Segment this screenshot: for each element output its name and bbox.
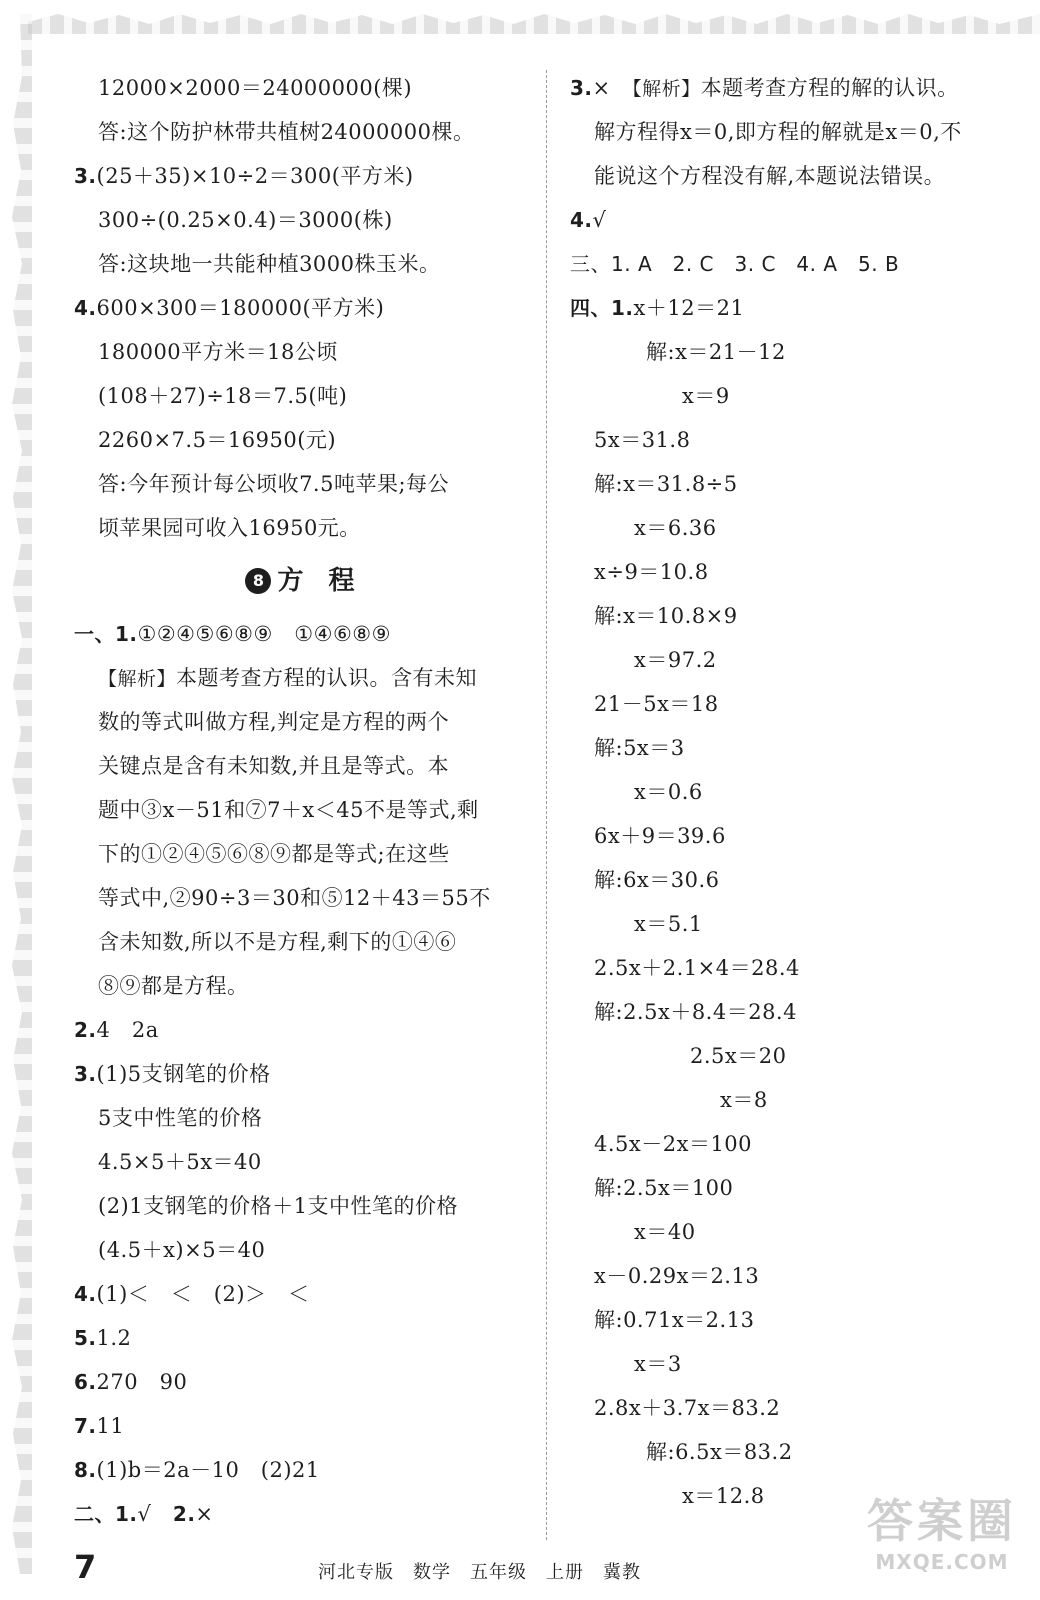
answer-text: 4 2a xyxy=(96,1018,159,1042)
answer-line xyxy=(74,154,534,198)
answer-line xyxy=(570,110,1040,154)
answer-line xyxy=(570,374,1040,418)
answer-text: x＝0.6 xyxy=(634,780,703,804)
answer-text: 270 90 xyxy=(96,1370,188,1394)
answer-text: (2)1支钢笔的价格＋1支中性笔的价格 xyxy=(98,1194,458,1218)
answer-line xyxy=(570,550,1040,594)
answer-text: x＋12＝21 xyxy=(633,296,745,320)
answer-text: 解:6.5x＝83.2 xyxy=(646,1440,793,1464)
answer-line xyxy=(570,990,1040,1034)
answer-text: 11 xyxy=(96,1414,125,1438)
answer-text: 下的①②④⑤⑥⑧⑨都是等式;在这些 xyxy=(98,842,450,866)
answer-text: 解:x＝10.8×9 xyxy=(594,604,738,628)
question-number: 6. xyxy=(74,1370,97,1394)
answer-line xyxy=(74,964,534,1008)
answer-text: 本题考查方程的认识。含有未知 xyxy=(176,666,478,690)
answer-text: 5支中性笔的价格 xyxy=(98,1106,263,1130)
answer-text: 2.5x＝20 xyxy=(690,1044,787,1068)
answer-line xyxy=(74,920,534,964)
answer-text: 6x＋9＝39.6 xyxy=(594,824,726,848)
answer-text: x＝8 xyxy=(720,1088,768,1112)
answer-line xyxy=(570,330,1040,374)
right-column xyxy=(570,66,1040,1518)
answer-line xyxy=(570,858,1040,902)
answer-line xyxy=(74,374,534,418)
answer-line xyxy=(74,1140,534,1184)
answer-text: 三、1. A 2. C 3. C 4. A 5. B xyxy=(570,252,900,276)
answer-line xyxy=(74,1492,534,1536)
answer-line xyxy=(570,1430,1040,1474)
question-number: 4. xyxy=(570,208,593,232)
answer-line xyxy=(74,1096,534,1140)
answer-line xyxy=(74,832,534,876)
answer-text: ⑧⑨都是方程。 xyxy=(98,974,249,998)
question-number: 7. xyxy=(74,1414,97,1438)
answer-text: (25＋35)×10÷2＝300(平方米) xyxy=(96,164,414,188)
answer-line xyxy=(74,788,534,832)
answer-line xyxy=(570,1034,1040,1078)
answer-text: 顷苹果园可收入16950元。 xyxy=(98,516,361,540)
answer-line xyxy=(570,286,1040,330)
answer-line xyxy=(570,242,1040,286)
answer-text: √ xyxy=(592,208,607,232)
answer-text: x＝9 xyxy=(682,384,730,408)
answer-line xyxy=(570,506,1040,550)
answer-line xyxy=(74,1228,534,1272)
answer-text: √ xyxy=(137,1502,173,1526)
answer-text: 解:x＝21－12 xyxy=(646,340,786,364)
answer-text: x＝5.1 xyxy=(634,912,703,936)
question-number: 5. xyxy=(74,1326,97,1350)
answer-text: (1)5支钢笔的价格 xyxy=(96,1062,271,1086)
answer-block-top xyxy=(74,66,534,550)
answer-text: 21－5x＝18 xyxy=(594,692,719,716)
answer-line xyxy=(74,612,534,656)
answer-text: x＝97.2 xyxy=(634,648,717,672)
answer-line xyxy=(570,1078,1040,1122)
answer-text: × xyxy=(195,1502,214,1526)
section-title xyxy=(74,550,534,612)
answer-text: x＝3 xyxy=(634,1352,682,1376)
answer-line xyxy=(570,1166,1040,1210)
answer-text: 解:5x＝3 xyxy=(594,736,685,760)
answer-text: 2.8x＋3.7x＝83.2 xyxy=(594,1396,781,1420)
answer-line xyxy=(570,66,1040,110)
answer-block-solutions xyxy=(570,66,1040,1518)
answer-text: 题中③x－51和⑦7＋x＜45不是等式,剩 xyxy=(98,798,479,822)
answer-line xyxy=(74,1404,534,1448)
answer-line xyxy=(74,1008,534,1052)
question-number: 4. xyxy=(74,1282,97,1306)
analysis-tag: 【解析】 xyxy=(98,668,177,690)
answer-line xyxy=(570,946,1040,990)
column-divider xyxy=(546,70,547,1540)
answer-text: 解:0.71x＝2.13 xyxy=(594,1308,755,1332)
analysis-tag: 【解析】 xyxy=(632,78,701,100)
answer-text: x＝40 xyxy=(634,1220,696,1244)
answer-text: (1)＜ ＜ (2)＞ ＜ xyxy=(96,1282,310,1306)
answer-text: x＝12.8 xyxy=(682,1484,765,1508)
answer-text: 2260×7.5＝16950(元) xyxy=(98,428,337,452)
answer-line xyxy=(74,744,534,788)
answer-text: 解方程得x＝0,即方程的解就是x＝0,不 xyxy=(594,120,962,144)
answer-text: x＝6.36 xyxy=(634,516,717,540)
question-number: 四、1. xyxy=(570,296,634,320)
question-number: 二、1. xyxy=(74,1502,138,1526)
section-number-badge: 8 xyxy=(245,568,271,594)
answer-text: 4.5x－2x＝100 xyxy=(594,1132,753,1156)
answer-line xyxy=(570,198,1040,242)
decorative-border-top xyxy=(28,14,1040,34)
answer-line xyxy=(74,1272,534,1316)
answer-text: 600×300＝180000(平方米) xyxy=(96,296,385,320)
section-title-text: 方 程 xyxy=(277,566,363,596)
answer-text: 关键点是含有未知数,并且是等式。本 xyxy=(98,754,450,778)
question-number: 一、1. xyxy=(74,622,138,646)
question-number: 3. xyxy=(74,1062,97,1086)
question-number: 2. xyxy=(74,1018,97,1042)
answer-line xyxy=(74,330,534,374)
footer-edition-info: 河北专版 数学 五年级 上册 冀教 xyxy=(318,1562,641,1583)
answer-line xyxy=(570,1298,1040,1342)
answer-text: 1.2 xyxy=(96,1326,132,1350)
answer-text: 5x＝31.8 xyxy=(594,428,691,452)
answer-text: 180000平方米＝18公顷 xyxy=(98,340,338,364)
answer-text: 解:2.5x＝100 xyxy=(594,1176,734,1200)
answer-line xyxy=(570,1210,1040,1254)
answer-line xyxy=(74,286,534,330)
left-column xyxy=(74,66,534,1536)
answer-line xyxy=(74,1052,534,1096)
answer-line xyxy=(74,242,534,286)
question-number: 4. xyxy=(74,296,97,320)
question-number: 8. xyxy=(74,1458,97,1482)
answer-text: 2.5x＋2.1×4＝28.4 xyxy=(594,956,800,980)
answer-line xyxy=(570,770,1040,814)
answer-line xyxy=(570,1254,1040,1298)
answer-line xyxy=(74,110,534,154)
answer-line xyxy=(74,1448,534,1492)
answer-text: 含未知数,所以不是方程,剩下的①④⑥ xyxy=(98,930,457,954)
answer-line xyxy=(570,154,1040,198)
answer-text: 数的等式叫做方程,判定是方程的两个 xyxy=(98,710,450,734)
answer-line xyxy=(570,638,1040,682)
answer-block-equations xyxy=(74,612,534,1536)
answer-line xyxy=(74,66,534,110)
answer-line xyxy=(570,1122,1040,1166)
page-number: 7 xyxy=(74,1548,97,1586)
question-number: 2. xyxy=(172,1502,196,1526)
answer-text: (4.5＋x)×5＝40 xyxy=(98,1238,266,1262)
answer-line xyxy=(570,594,1040,638)
answer-text: x－0.29x＝2.13 xyxy=(594,1264,760,1288)
answer-line xyxy=(570,418,1040,462)
answer-text: 等式中,②90÷3＝30和⑤12＋43＝55不 xyxy=(98,886,491,910)
answer-text: ①②④⑤⑥⑧⑨ ①④⑥⑧⑨ xyxy=(137,622,391,646)
answer-line xyxy=(570,902,1040,946)
watermark-mark: 答案圈 xyxy=(867,1494,1017,1548)
answer-text: 解:6x＝30.6 xyxy=(594,868,720,892)
answer-line xyxy=(570,462,1040,506)
question-number: 3. xyxy=(74,164,97,188)
answer-line xyxy=(74,418,534,462)
answer-text: 12000×2000＝24000000(棵) xyxy=(98,76,413,100)
answer-line xyxy=(74,506,534,550)
answer-line xyxy=(74,1360,534,1404)
answer-text: 4.5×5＋5x＝40 xyxy=(98,1150,262,1174)
answer-line xyxy=(570,682,1040,726)
answer-text: × xyxy=(592,76,633,100)
answer-text: x÷9＝10.8 xyxy=(594,560,709,584)
answer-line xyxy=(570,814,1040,858)
answer-line xyxy=(570,1342,1040,1386)
answer-text: (1)b＝2a－10 (2)21 xyxy=(96,1458,320,1482)
answer-text: 300÷(0.25×0.4)＝3000(株) xyxy=(98,208,393,232)
answer-text: 能说这个方程没有解,本题说法错误。 xyxy=(594,164,946,188)
answer-line xyxy=(74,1184,534,1228)
answer-line xyxy=(74,876,534,920)
answer-text: 答:这块地一共能种植3000株玉米。 xyxy=(98,252,441,276)
answer-line xyxy=(74,700,534,744)
answer-line xyxy=(74,656,534,700)
answer-line xyxy=(570,1386,1040,1430)
answer-line xyxy=(74,462,534,506)
watermark-logo xyxy=(858,1492,1026,1588)
answer-text: 解:2.5x＋8.4＝28.4 xyxy=(594,1000,797,1024)
answer-text: 答:这个防护林带共植树24000000棵。 xyxy=(98,120,475,144)
watermark-site: MXQE.COM xyxy=(875,1550,1009,1574)
decorative-border-left xyxy=(12,14,32,1574)
answer-line xyxy=(570,726,1040,770)
answer-line xyxy=(74,1316,534,1360)
answer-text: 解:x＝31.8÷5 xyxy=(594,472,738,496)
question-number: 3. xyxy=(570,76,593,100)
answer-text: 本题考查方程的解的认识。 xyxy=(700,76,959,100)
answer-text: 答:今年预计每公顷收7.5吨苹果;每公 xyxy=(98,472,450,496)
answer-text: (108＋27)÷18＝7.5(吨) xyxy=(98,384,348,408)
answer-line xyxy=(74,198,534,242)
